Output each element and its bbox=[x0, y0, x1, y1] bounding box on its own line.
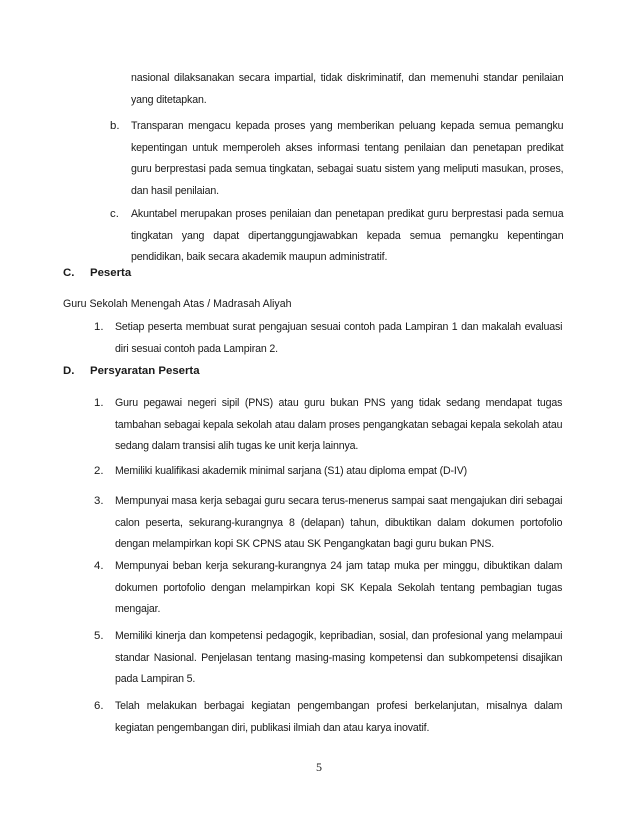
principle-akuntabel: Akuntabel merupakan proses penilaian dan penetapan predikat guru berprestasi pada semua tingkatan yang dapat dipertanggungjawabkan kepada semua pemangku kepentingan pendidikan, baik secara akademik maupun administratif. bbox=[131, 208, 564, 263]
list-marker: c. bbox=[110, 208, 119, 220]
principle-transparan: Transparan mengacu kepada proses yang memberikan peluang kepada semua pemangku kepentingan untuk memperoleh akses informasi tentang penilaian dan penetapan predikat guru berprestasi pada semua tingkatan, sebagai suatu sistem yang meliputi masukan, proses, dan hasil penilaian. bbox=[131, 120, 564, 197]
section-d-item-1: Guru pegawai negeri sipil (PNS) atau guru bukan PNS yang tidak sedang mendapat tugas tambahan sebagai kepala sekolah atau dalam proses pengangkatan sebagai kepala sekolah atau sedang dalam transisi alih tugas ke unit kerja lainnya. bbox=[115, 397, 563, 452]
section-d-heading: Persyaratan Peserta bbox=[90, 365, 200, 377]
section-c-item-1: Setiap peserta membuat surat pengajuan sesuai contoh pada Lampiran 1 dan makalah evaluasi diri sesuai contoh pada Lampiran 2. bbox=[115, 321, 563, 355]
section-d-item-2: Memiliki kualifikasi akademik minimal sarjana (S1) atau diploma empat (D-IV) bbox=[115, 465, 468, 477]
list-marker: 2. bbox=[94, 465, 104, 477]
page-number: 5 bbox=[316, 760, 322, 774]
list-marker: b. bbox=[110, 120, 120, 132]
continuation-text: nasional dilaksanakan secara impartial, tidak diskriminatif, dan memenuhi standar penilaian yang ditetapkan. bbox=[131, 72, 564, 106]
list-marker: 1. bbox=[94, 321, 104, 333]
section-d-marker: D. bbox=[63, 365, 75, 377]
section-c-heading: Peserta bbox=[90, 267, 132, 279]
list-marker: 4. bbox=[94, 560, 104, 572]
section-d-item-5: Memiliki kinerja dan kompetensi pedagogik, kepribadian, sosial, dan profesional yang melampaui standar Nasional. Penjelasan tentang masing-masing kompetensi dan subkompetensi disajikan pada Lampiran 5. bbox=[115, 630, 563, 685]
list-marker: 3. bbox=[94, 495, 104, 507]
section-d-item-6: Telah melakukan berbagai kegiatan pengembangan profesi berkelanjutan, misalnya dalam kegiatan pengembangan diri, publikasi ilmiah dan atau karya inovatif. bbox=[115, 700, 563, 734]
section-d-item-4: Mempunyai beban kerja sekurang-kurangnya 24 jam tatap muka per minggu, dibuktikan dalam dokumen portofolio dengan melampirkan kopi SK Kepala Sekolah tentang pembagian tugas mengajar. bbox=[115, 560, 563, 615]
list-marker: 1. bbox=[94, 397, 104, 409]
section-c-subtitle: Guru Sekolah Menengah Atas / Madrasah Aliyah bbox=[63, 298, 292, 310]
section-c-marker: C. bbox=[63, 267, 75, 279]
list-marker: 5. bbox=[94, 630, 104, 642]
list-marker: 6. bbox=[94, 700, 104, 712]
section-d-item-3: Mempunyai masa kerja sebagai guru secara terus-menerus sampai saat mengajukan diri sebagai calon peserta, sekurang-kurangnya 8 (delapan) tahun, dibuktikan dalam dokumen portofolio dengan melampirkan kopi SK CPNS atau SK Pengangkatan bagi guru bukan PNS. bbox=[115, 495, 563, 550]
